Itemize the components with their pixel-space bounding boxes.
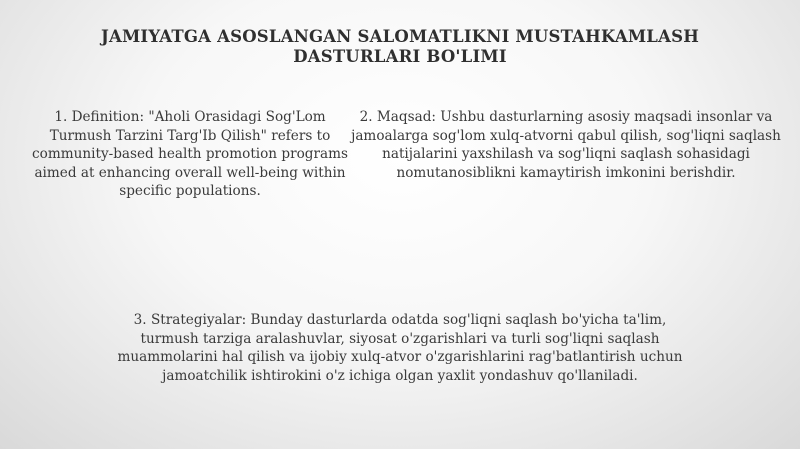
definition-text: 1. Definition: "Aholi Orasidagi Sog'Lom Turmush Tarzini Targ'Ib Qilish" refers to community-based health promotion programs aimed at enhancing overall well-being within specific populations. bbox=[32, 109, 348, 199]
goal-text: 2. Maqsad: Ushbu dasturlarning asosiy maqsadi insonlar va jamoalarga sog'lom xulq-atvorni qabul qilish, sog'liqni saqlash natijalarini yaxshilash va sog'liqni saqlash sohasidagi nomutanosiblikni kamaytirish imkonini berishdir. bbox=[351, 109, 781, 181]
strategies-text: 3. Strategiyalar: Bunday dasturlarda odatda sog'liqni saqlash bo'yicha ta'lim, turmush tarziga aralashuvlar, siyosat o'zgarishlari va turli sog'liqni saqlash muammolarini hal qilish va ijobiy xulq-atvor o'zgarishlarini rag'batlantirish uchun jamoatchilik ishtirokini o'z ichiga olgan yaxlit yondashuv qo'llaniladi. bbox=[117, 312, 683, 384]
slide-title: JAMIYATGA ASOSLANGAN SALOMATLIKNI MUSTAHKAMLASH DASTURLARI BO'LIMI bbox=[100, 27, 700, 66]
